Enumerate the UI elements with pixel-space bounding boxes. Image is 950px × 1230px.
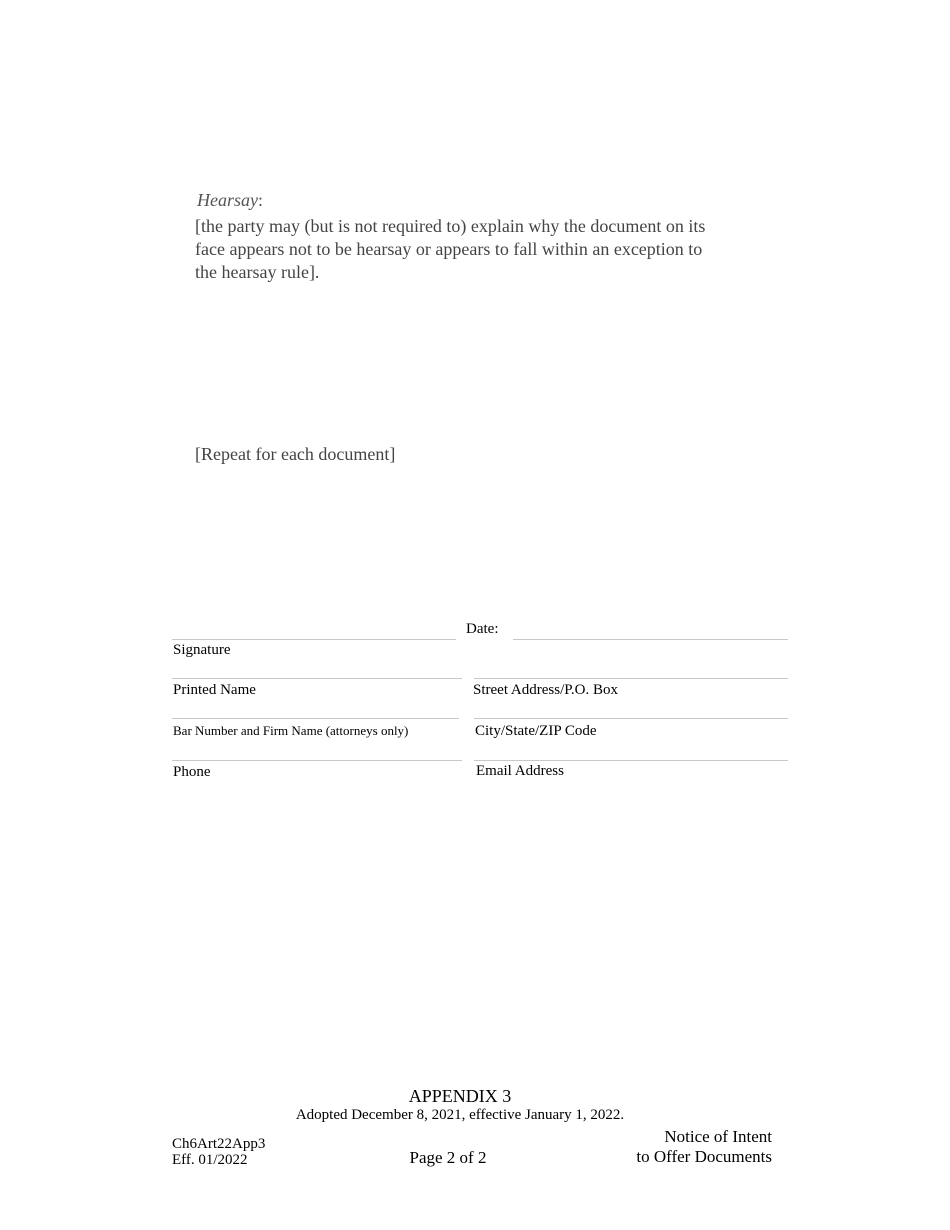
effective-date: Eff. 01/2022 xyxy=(172,1152,248,1168)
street-address-label: Street Address/P.O. Box xyxy=(473,682,619,698)
date-line[interactable] xyxy=(513,639,788,640)
signature-label: Signature xyxy=(173,642,231,658)
form-code: Ch6Art22App3 xyxy=(172,1136,266,1152)
doc-title-line-1: Notice of Intent xyxy=(664,1127,772,1146)
city-state-zip-line[interactable] xyxy=(474,718,788,719)
email-label: Email Address xyxy=(476,763,564,779)
street-address-line[interactable] xyxy=(474,678,788,679)
doc-title-line-2: to Offer Documents xyxy=(636,1147,772,1166)
hearsay-text-line-1: [the party may (but is not required to) explain why the document on its xyxy=(195,216,706,236)
signature-line[interactable] xyxy=(172,639,456,640)
appendix-title: APPENDIX 3 xyxy=(408,1086,512,1106)
date-label: Date: xyxy=(466,621,499,637)
hearsay-heading-text: Hearsay xyxy=(197,190,258,210)
email-line[interactable] xyxy=(474,760,788,761)
adopted-text: Adopted December 8, 2021, effective January 1, 2022. xyxy=(295,1107,625,1123)
repeat-note: [Repeat for each document] xyxy=(195,444,396,464)
bar-number-line[interactable] xyxy=(172,718,459,719)
printed-name-line[interactable] xyxy=(172,678,462,679)
page-number: Page 2 of 2 xyxy=(409,1148,487,1167)
bar-number-label: Bar Number and Firm Name (attorneys only) xyxy=(173,723,409,738)
phone-line[interactable] xyxy=(172,760,462,761)
hearsay-heading-colon: : xyxy=(258,190,264,210)
city-state-zip-label: City/State/ZIP Code xyxy=(475,723,597,739)
printed-name-label: Printed Name xyxy=(173,682,256,698)
phone-label: Phone xyxy=(173,764,211,780)
hearsay-text-line-3: the hearsay rule]. xyxy=(195,262,320,282)
hearsay-heading xyxy=(197,190,263,211)
hearsay-text-line-2: face appears not to be hearsay or appears to fall within an exception to xyxy=(195,239,703,259)
